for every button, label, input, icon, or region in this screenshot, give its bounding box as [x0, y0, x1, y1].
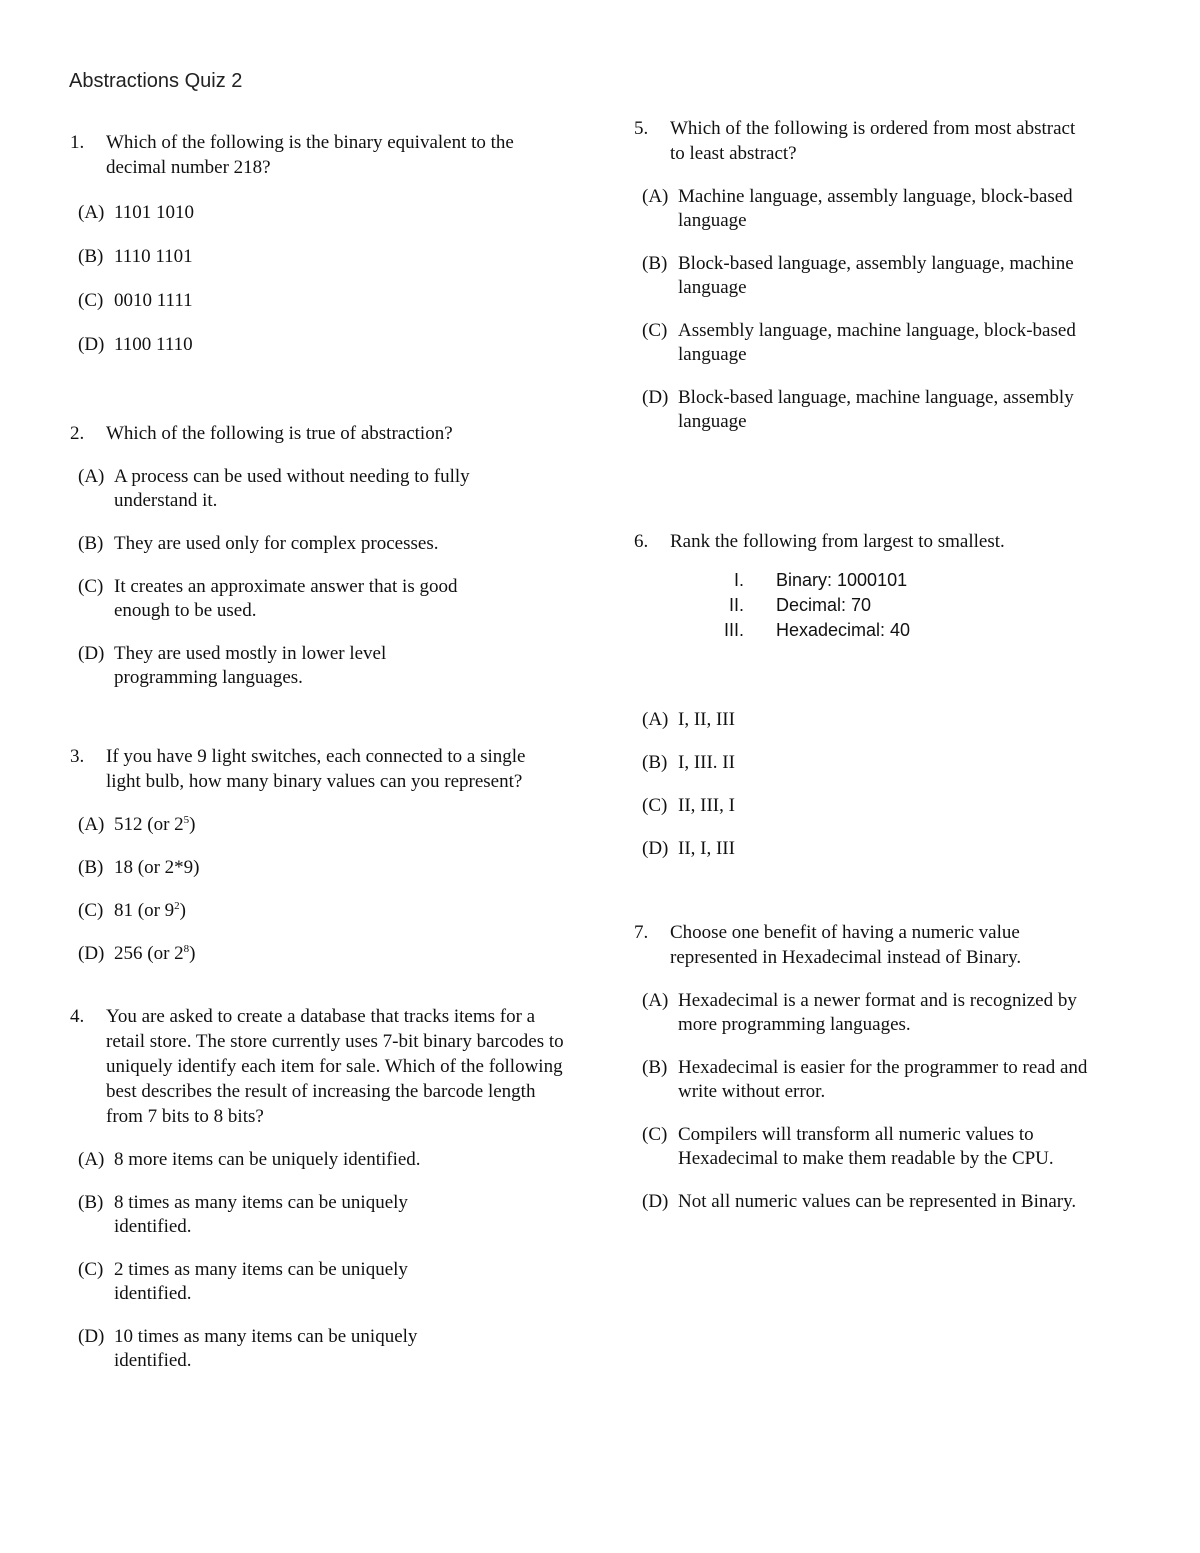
exponent: 8	[183, 943, 190, 955]
choice-label: (C)	[78, 290, 104, 311]
ranked-item-number: I.	[733, 570, 744, 590]
choice-text: I, III. II	[678, 752, 735, 773]
question-text: Which of the following is ordered from most abstract to least abstract?	[670, 118, 1076, 164]
choice-text: 2 times as many items can be uniquely identified.	[114, 1259, 408, 1304]
ranked-item	[634, 618, 1134, 643]
question-6	[634, 529, 1130, 554]
choice-text: Hexadecimal is easier for the programmer to read and write without error.	[678, 1057, 1088, 1102]
choice-text: 8 times as many items can be uniquely identified.	[114, 1192, 408, 1237]
choice-text: II, I, III	[678, 838, 735, 859]
question-number: 2.	[70, 423, 85, 444]
choice-a[interactable]	[70, 813, 570, 837]
choice-text: They are used only for complex processes.	[114, 533, 439, 554]
choice-label: (B)	[78, 246, 104, 267]
choice-label: (D)	[78, 1326, 105, 1347]
choice-label: (D)	[642, 387, 669, 408]
choice-text: Not all numeric values can be represented in Binary.	[678, 1191, 1077, 1212]
exponent: 2	[174, 900, 180, 912]
choice-text: Assembly language, machine language, block-based language	[678, 320, 1076, 365]
question-text: Which of the following is the binary equivalent to the decimal number 218?	[106, 132, 514, 178]
choice-b[interactable]	[634, 1056, 1118, 1104]
choice-b[interactable]	[634, 252, 1098, 300]
ranked-item	[634, 593, 1134, 618]
choice-c[interactable]	[70, 575, 514, 623]
choice-c[interactable]	[634, 319, 1118, 367]
ranked-items-list	[634, 568, 1134, 643]
question-5	[634, 116, 1090, 166]
choice-text: 256 (or 2	[114, 943, 184, 964]
choice-label: (C)	[642, 320, 668, 341]
choice-label: (D)	[78, 943, 105, 964]
choice-label: (A)	[78, 466, 105, 487]
choice-a[interactable]	[70, 1148, 534, 1172]
choice-label: (B)	[642, 253, 668, 274]
question-text: You are asked to create a database that tracks items for a retail store. The store currently uses 7-bit binary barcodes to uniquely identify each item for sale. Which of the following best describes the result of increasing the barcode length from 7 bits to 8 bits?	[106, 1006, 564, 1127]
choice-d[interactable]	[70, 1325, 484, 1373]
choice-label: (C)	[78, 576, 104, 597]
choice-label: (D)	[642, 1191, 669, 1212]
choice-text: Hexadecimal is a newer format and is recognized by more programming languages.	[678, 990, 1077, 1035]
choice-text: 1100 1110	[114, 334, 193, 355]
ranked-item-number: III.	[723, 620, 744, 640]
choice-d[interactable]	[634, 1190, 1118, 1214]
choice-text: 1101 1010	[114, 202, 195, 223]
question-number: 4.	[70, 1006, 85, 1027]
choice-label: (D)	[642, 838, 669, 859]
choice-b[interactable]	[70, 1191, 464, 1239]
question-number: 5.	[634, 118, 649, 139]
choice-label: (A)	[78, 202, 105, 223]
choice-list	[70, 465, 570, 690]
choice-label: (B)	[642, 1057, 668, 1078]
choice-d[interactable]	[70, 333, 570, 357]
question-text: Rank the following from largest to smallest.	[670, 531, 1005, 552]
choice-label: (A)	[78, 814, 105, 835]
choice-list	[634, 989, 1134, 1214]
choice-a[interactable]	[634, 708, 1134, 732]
choice-label: (B)	[78, 533, 104, 554]
choice-label: (D)	[78, 643, 105, 664]
choice-label: (C)	[642, 795, 668, 816]
choice-b[interactable]	[634, 751, 1134, 775]
question-2	[70, 421, 576, 446]
choice-text-tail: )	[189, 943, 196, 964]
choice-text-tail: )	[189, 814, 196, 835]
choice-list	[70, 201, 570, 357]
choice-label: (A)	[642, 186, 669, 207]
choice-b[interactable]	[70, 856, 570, 880]
choice-d[interactable]	[634, 386, 1098, 434]
choice-label: (A)	[78, 1149, 105, 1170]
choice-list	[70, 1148, 570, 1373]
choice-label: (A)	[642, 990, 669, 1011]
choice-a[interactable]	[70, 465, 514, 513]
ranked-item-text: Hexadecimal: 40	[776, 620, 911, 640]
choice-label: (B)	[642, 752, 668, 773]
choice-list	[634, 708, 1134, 861]
choice-text: 10 times as many items can be uniquely identified.	[114, 1326, 418, 1371]
choice-text: 81 (or 9	[114, 900, 175, 921]
choice-label: (C)	[642, 1124, 668, 1145]
right-column	[634, 116, 1134, 1233]
choice-text: Block-based language, assembly language, machine language	[678, 253, 1074, 298]
ranked-item-number: II.	[728, 595, 744, 615]
choice-text: 512 (or 2	[114, 814, 184, 835]
choice-label: (C)	[78, 1259, 104, 1280]
choice-text: A process can be used without needing to fully understand it.	[114, 466, 470, 511]
choice-label: (B)	[78, 1192, 104, 1213]
choice-list	[634, 185, 1134, 434]
choice-d[interactable]	[634, 837, 1134, 861]
page-title: Abstractions Quiz 2	[69, 70, 243, 92]
choice-c[interactable]	[70, 289, 570, 313]
choice-c[interactable]	[634, 794, 1134, 818]
exponent: 5	[183, 814, 190, 826]
choice-text: 1110 1101	[114, 246, 193, 267]
choice-a[interactable]	[634, 989, 1118, 1037]
choice-text: Compilers will transform all numeric values to Hexadecimal to make them readable by the CPU.	[678, 1124, 1054, 1169]
choice-a[interactable]	[70, 201, 570, 225]
choice-d[interactable]	[70, 642, 434, 690]
choice-text: 8 more items can be uniquely identified.	[114, 1149, 421, 1170]
question-1	[70, 130, 576, 180]
choice-b[interactable]	[70, 245, 570, 269]
choice-c[interactable]	[634, 1123, 1128, 1171]
ranked-item	[634, 568, 1134, 593]
choice-a[interactable]	[634, 185, 1118, 233]
question-number: 6.	[634, 531, 649, 552]
question-text: Which of the following is true of abstraction?	[106, 423, 453, 444]
choice-text: II, III, I	[678, 795, 735, 816]
left-column	[70, 130, 570, 1392]
ranked-item-text: Decimal: 70	[776, 595, 872, 615]
choice-text: It creates an approximate answer that is good enough to be used.	[114, 576, 458, 621]
question-number: 7.	[634, 922, 649, 943]
choice-text-tail: )	[179, 900, 186, 921]
question-number: 1.	[70, 132, 85, 153]
choice-label: (A)	[642, 709, 669, 730]
choice-label: (D)	[78, 334, 105, 355]
question-3	[70, 744, 526, 794]
question-7	[634, 920, 1110, 970]
choice-b[interactable]	[70, 532, 534, 556]
choice-c[interactable]	[70, 1258, 464, 1306]
choice-list	[70, 813, 570, 966]
choice-text: 18 (or 2*9)	[114, 857, 200, 878]
question-text: Choose one benefit of having a numeric value represented in Hexadecimal instead of Binary.	[670, 922, 1022, 968]
choice-text: They are used mostly in lower level programming languages.	[114, 643, 387, 688]
choice-c[interactable]	[70, 899, 570, 923]
question-4	[70, 1004, 566, 1129]
choice-label: (C)	[78, 900, 104, 921]
choice-text: Block-based language, machine language, assembly language	[678, 387, 1074, 432]
choice-d[interactable]	[70, 942, 570, 966]
question-text: If you have 9 light switches, each connected to a single light bulb, how many binary values can you represent?	[106, 746, 526, 792]
choice-label: (B)	[78, 857, 104, 878]
choice-text: Machine language, assembly language, block-based language	[678, 186, 1073, 231]
choice-text: 0010 1111	[114, 290, 193, 311]
question-number: 3.	[70, 746, 85, 767]
choice-text: I, II, III	[678, 709, 735, 730]
ranked-item-text: Binary: 1000101	[776, 570, 908, 590]
